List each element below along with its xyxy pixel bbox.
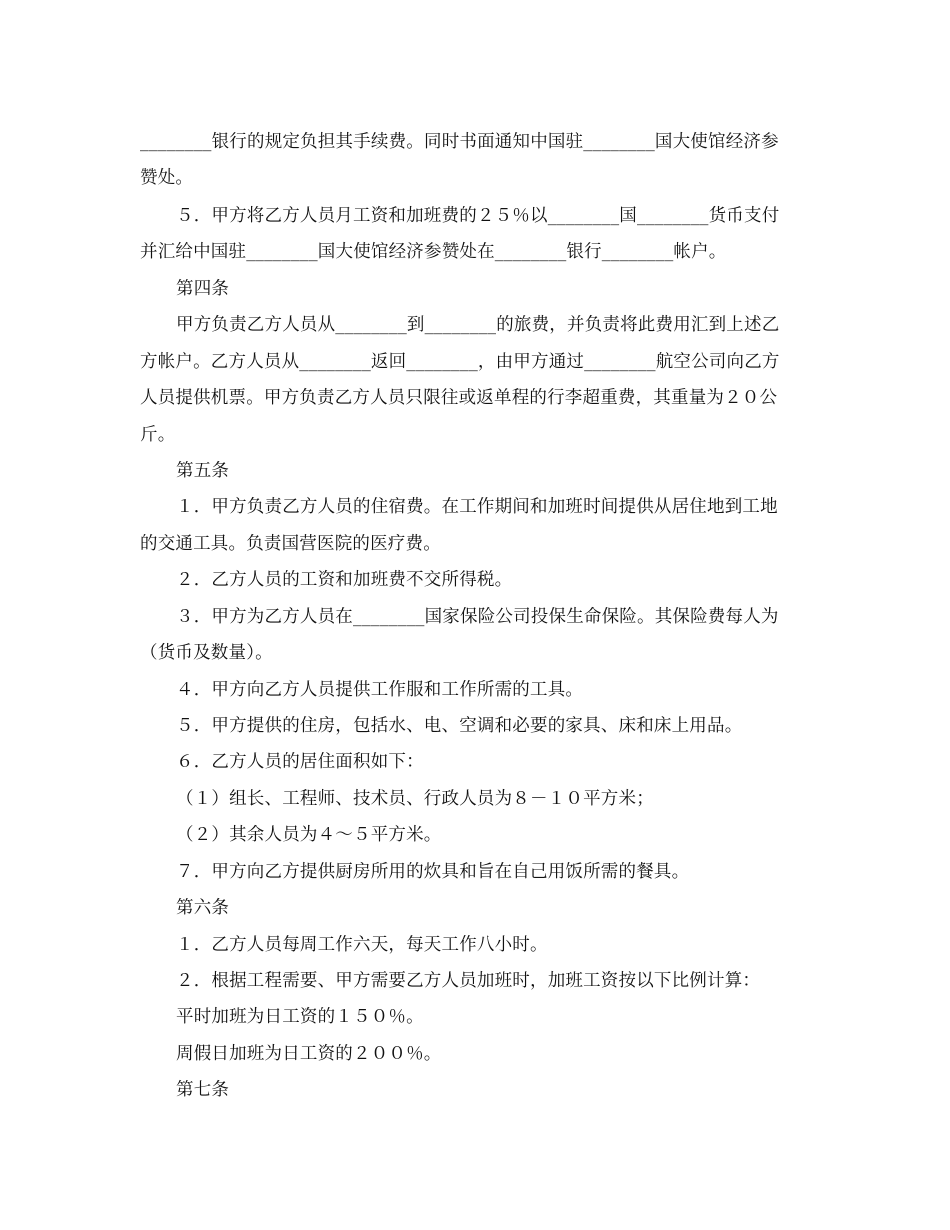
- clause-item: １．乙方人员每周工作六天，每天工作八小时。: [176, 935, 548, 955]
- clause-item: ２．根据工程需要、甲方需要乙方人员加班时，加班工资按以下比例计算：: [176, 971, 761, 991]
- clause-item: ４．甲方向乙方人员提供工作服和工作所需的工具。: [176, 680, 584, 700]
- article-heading: 第七条: [176, 1080, 230, 1100]
- clause-item: ５．甲方将乙方人员月工资和加班费的２５％以________国________货币支付: [176, 206, 780, 226]
- sub-clause-item: （２）其余人员为４～５平方米。: [176, 825, 442, 845]
- paragraph-line: （货币及数量）。: [140, 643, 273, 663]
- paragraph-line: 平时加班为日工资的１５０％。: [176, 1007, 424, 1027]
- clause-item: ７．甲方向乙方提供厨房所用的炊具和旨在自己用饭所需的餐具。: [176, 862, 690, 882]
- paragraph-line: 甲方负责乙方人员从________到________的旅费，并负责将此费用汇到上述乙: [176, 315, 780, 335]
- clause-item: １．甲方负责乙方人员的住宿费。在工作期间和加班时间提供从居住地到工地: [176, 497, 778, 517]
- article-heading: 第六条: [176, 898, 230, 918]
- clause-item: ５．甲方提供的住房，包括水、电、空调和必要的家具、床和床上用品。: [176, 716, 743, 736]
- clause-item: ２．乙方人员的工资和加班费不交所得税。: [176, 570, 513, 590]
- paragraph-line: 的交通工具。负责国营医院的医疗费。: [140, 534, 441, 554]
- article-heading: 第五条: [176, 461, 230, 481]
- paragraph-line: 赞处。: [140, 168, 194, 188]
- clause-item: ６．乙方人员的居住面积如下：: [176, 752, 424, 772]
- paragraph-line: ________银行的规定负担其手续费。同时书面通知中国驻________国大使馆经济参: [140, 132, 779, 152]
- sub-clause-item: （１）组长、工程师、技术员、行政人员为８－１０平方米；: [176, 789, 654, 809]
- paragraph-line: 人员提供机票。甲方负责乙方人员只限往或返单程的行李超重费，其重量为２０公: [140, 388, 778, 408]
- paragraph-line: 斤。: [140, 425, 176, 445]
- clause-item: ３．甲方为乙方人员在________国家保险公司投保生命保险。其保险费每人为: [176, 607, 779, 627]
- paragraph-line: 并汇给中国驻________国大使馆经济参赞处在________银行________帐户。: [140, 242, 727, 262]
- article-heading: 第四条: [176, 279, 230, 299]
- paragraph-line: 方帐户。乙方人员从________返回________，由甲方通过________航空公司向乙方: [140, 352, 780, 372]
- paragraph-line: 周假日加班为日工资的２００％。: [176, 1044, 442, 1064]
